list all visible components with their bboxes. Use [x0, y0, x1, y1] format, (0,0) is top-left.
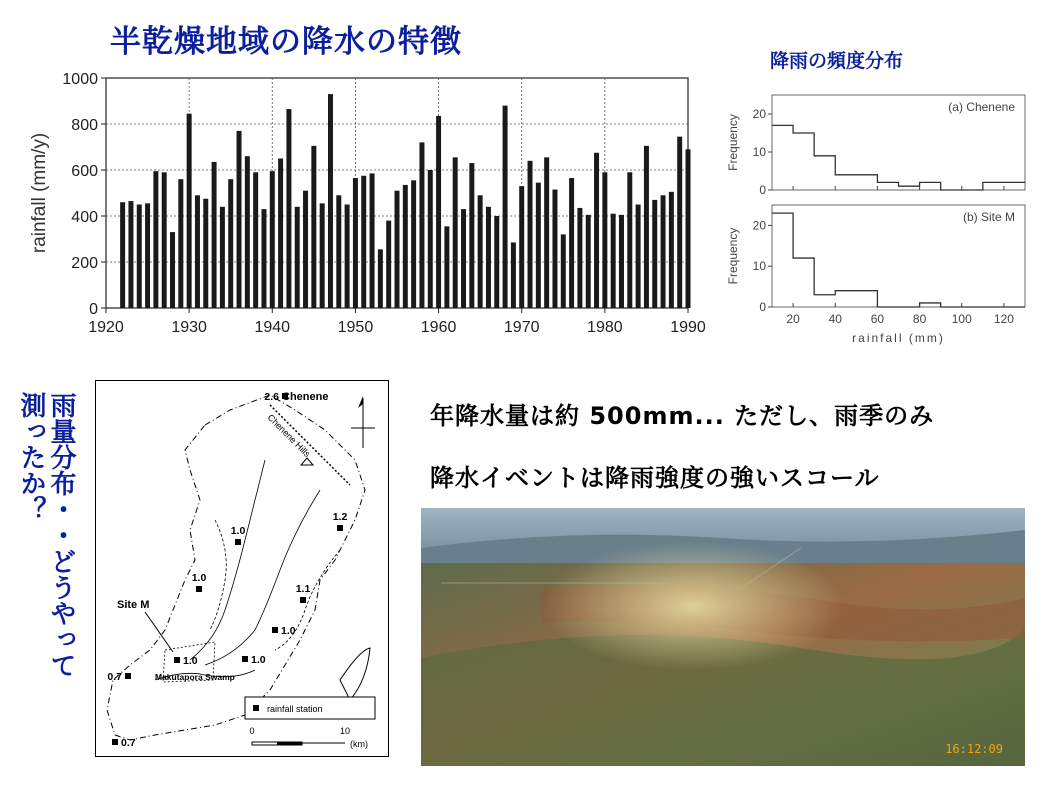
bar	[253, 172, 258, 308]
aerial-photo	[421, 508, 1025, 766]
histogram-title: 降雨の頻度分布	[770, 50, 904, 72]
bar	[378, 249, 383, 308]
x-tick-label: 80	[912, 312, 927, 326]
bar	[370, 173, 375, 308]
bar	[486, 207, 491, 308]
bar	[353, 178, 358, 308]
panel-title: (b) Site M	[962, 210, 1015, 224]
bar	[336, 195, 341, 308]
x-tick-label: 120	[993, 312, 1014, 326]
bar	[677, 137, 682, 308]
bar	[120, 202, 125, 308]
bar	[245, 156, 250, 308]
station-value: 1.2	[332, 511, 348, 523]
bar	[503, 106, 508, 308]
rainfall-station-icon	[174, 657, 180, 663]
bar	[137, 205, 142, 309]
x-tick-label: 1930	[171, 319, 207, 336]
bar	[619, 215, 624, 308]
station-value: 0.7	[121, 737, 136, 749]
rainfall-station-icon	[300, 597, 306, 603]
scale-10: 10	[339, 726, 351, 736]
bar	[552, 190, 557, 308]
scale-unit: (km)	[350, 739, 368, 749]
bar	[611, 214, 616, 308]
legend-label: rainfall station	[267, 704, 323, 714]
bar	[311, 146, 316, 308]
bar	[461, 209, 466, 308]
question-text-line1: 雨量分布・・どうやって	[46, 392, 76, 678]
bar	[428, 170, 433, 308]
bar	[128, 201, 133, 308]
rainfall-station-icon	[125, 673, 131, 679]
label-chenene: Chenene	[282, 391, 329, 403]
bar	[261, 209, 266, 308]
question-text-line2: 測ったか？	[16, 392, 46, 522]
rainfall-station-icon	[272, 627, 278, 633]
rainfall-station-icon	[337, 525, 343, 531]
x-tick-label: 1980	[587, 319, 623, 336]
rainfall-station-icon	[196, 586, 202, 592]
bar	[345, 205, 350, 309]
photo-timestamp: 16:12:09	[945, 742, 1003, 756]
bar	[178, 179, 183, 308]
bar	[320, 203, 325, 308]
label-swamp: Makutapora Swamp	[155, 672, 235, 682]
label-site-m: Site M	[117, 599, 150, 611]
bar	[519, 186, 524, 308]
y-tick-label: 600	[71, 163, 98, 180]
x-tick-label: 1990	[670, 319, 706, 336]
label-hills: Chenene Hills	[265, 412, 313, 460]
y-tick-label: 10	[752, 145, 766, 159]
bar	[170, 232, 175, 308]
x-tick-label: 60	[870, 312, 885, 326]
station-value: 1.0	[230, 525, 246, 537]
bar	[403, 185, 408, 308]
x-tick-label: 40	[828, 312, 842, 326]
annual-rainfall-chart	[0, 60, 706, 350]
y-tick-label: 10	[752, 259, 766, 274]
bar	[436, 116, 441, 308]
panel-title: (a) Chenene	[948, 100, 1015, 114]
bar	[195, 195, 200, 308]
bar	[411, 180, 416, 308]
bar	[361, 176, 366, 308]
x-tick-label: 1960	[420, 319, 457, 336]
bar	[602, 172, 607, 308]
bar	[627, 172, 632, 308]
station-value: 1.0	[183, 655, 198, 667]
bar	[577, 208, 582, 308]
bar	[453, 157, 458, 308]
x-tick-label: 1970	[503, 319, 540, 336]
bar	[536, 183, 541, 308]
y-axis-label: Frequency	[726, 114, 740, 171]
bar	[187, 114, 192, 308]
station-value: 1.0	[281, 625, 296, 637]
bar	[237, 131, 242, 308]
x-tick-label: 1940	[254, 319, 291, 336]
y-tick-label: 200	[71, 255, 98, 272]
bar	[286, 109, 291, 308]
y-tick-label: 20	[752, 218, 766, 233]
bar	[511, 242, 516, 308]
bar	[669, 192, 674, 308]
bar	[494, 216, 499, 308]
station-value: 1.0	[191, 572, 207, 584]
bar	[395, 191, 400, 308]
legend-station-icon	[253, 705, 259, 711]
bar	[162, 172, 167, 308]
rainfall-station-icon	[112, 739, 118, 745]
rainfall-station-icon	[235, 539, 241, 545]
x-axis-label: rainfall (mm)	[852, 331, 945, 345]
bar	[636, 205, 641, 309]
bar	[569, 178, 574, 308]
bar	[419, 142, 424, 308]
bar	[328, 94, 333, 308]
note-squall: 降水イベントは降雨強度の強いスコール	[430, 464, 880, 492]
bar	[544, 157, 549, 308]
y-tick-label: 0	[759, 300, 766, 314]
station-value: 1.0	[251, 654, 266, 666]
bar	[469, 163, 474, 308]
bar	[594, 153, 599, 308]
y-tick-label: 400	[71, 209, 98, 226]
bar	[270, 171, 275, 308]
bar	[386, 221, 391, 308]
bar	[686, 149, 691, 308]
note-annual: 年降水量は約 500mm... ただし、雨季のみ	[430, 402, 935, 430]
x-tick-label: 1920	[88, 319, 124, 336]
x-tick-label: 1950	[337, 319, 374, 336]
bar	[652, 200, 657, 308]
rainfall-station-icon	[242, 656, 248, 662]
bar	[153, 171, 158, 308]
bar	[278, 159, 283, 309]
bar	[661, 195, 666, 308]
scale-0: 0	[249, 726, 255, 736]
bar	[644, 146, 649, 308]
y-tick-label: 0	[759, 183, 766, 197]
bar	[303, 191, 308, 308]
y-tick-label: 800	[71, 117, 98, 134]
page-title: 半乾燥地域の降水の特徴	[110, 24, 462, 60]
bar	[444, 226, 449, 308]
bar	[586, 215, 591, 308]
bar	[220, 207, 225, 308]
station-value: 2.6	[264, 391, 279, 403]
bar	[228, 179, 233, 308]
catchment-map	[95, 380, 390, 758]
frequency-histograms	[715, 80, 1045, 350]
station-value: 0.7	[107, 671, 122, 683]
y-tick-label: 1000	[62, 71, 98, 88]
bar	[145, 203, 150, 308]
y-axis-label: Frequency	[726, 227, 740, 285]
y-tick-label: 20	[752, 107, 766, 121]
bar	[203, 199, 208, 308]
bar	[478, 195, 483, 308]
aerial-landscape	[421, 508, 1025, 766]
bar	[561, 234, 566, 308]
y-axis-label: rainfall (mm/y)	[29, 132, 50, 254]
x-tick-label: 20	[786, 312, 800, 326]
x-tick-label: 100	[951, 312, 972, 326]
bar	[212, 162, 217, 308]
bar	[528, 161, 533, 308]
station-value: 1.1	[295, 583, 311, 595]
bar	[295, 207, 300, 308]
y-tick-label: 0	[89, 301, 98, 318]
